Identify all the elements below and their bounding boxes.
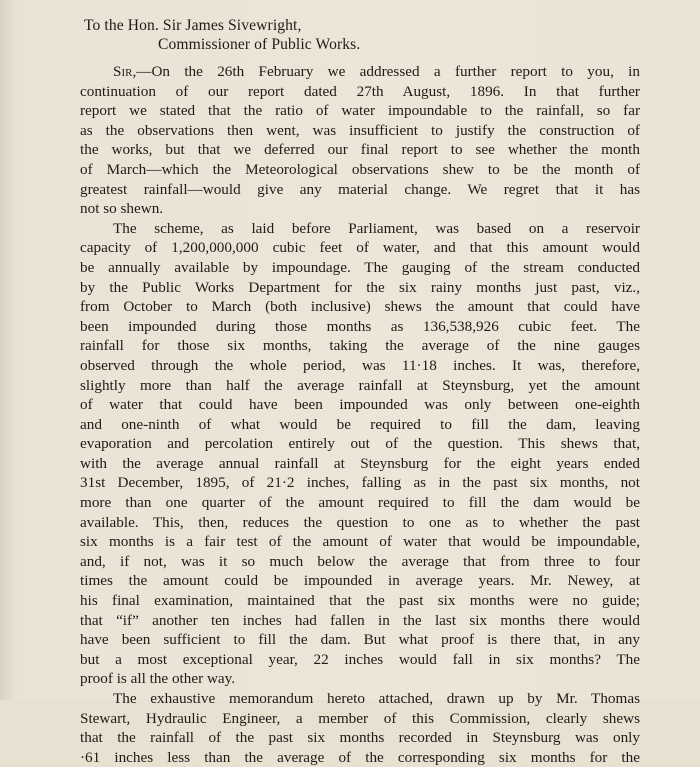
text-line: from October to March (both inclusive) shews the amount that could have xyxy=(80,298,640,316)
text-line: but a most exceptional year, 22 inches would fall in six months? The xyxy=(80,650,640,668)
text-line: that “if” another ten inches had fallen in the last six months there would xyxy=(80,611,640,629)
text-line: The exhaustive memorandum hereto attached, drawn up by Mr. Thomas xyxy=(113,690,640,707)
text-line: not so shewn. xyxy=(80,200,164,218)
text-line: 31st December, 1895, of 21·2 inches, falling as in the past six months, not xyxy=(80,474,640,492)
text-line: proof is all the other way. xyxy=(80,670,236,688)
paragraph xyxy=(80,62,640,219)
text-line: have been sufficient to fill the dam. But what proof is there that, in any xyxy=(80,631,640,649)
text-line: ·61 inches less than the average of the corresponding six months for the xyxy=(80,748,640,766)
text-line: continuation of our report dated 27th August, 1896. In that further xyxy=(80,82,640,100)
text-line: evaporation and percolation entirely out of the question. This shews that, xyxy=(80,435,640,453)
text-line: by the Public Works Department for the six rainy months just past, viz., xyxy=(80,278,640,296)
text-line: as the observations then went, was insufficient to justify the construction of xyxy=(80,121,640,139)
text-line: of March—which the Meteorological observations shew to be the month of xyxy=(80,160,640,178)
text-line: rainfall for those six months, taking the average of the nine gauges xyxy=(80,337,640,355)
text-line: slightly more than half the average rainfall at Steynsburg, yet the amount xyxy=(80,376,640,394)
text-line: the works, but that we deferred our final report to see whether the month xyxy=(80,141,640,159)
text-line: that the rainfall of the past six months recorded in Steynsburg was only xyxy=(80,729,640,747)
text-line: capacity of 1,200,000,000 cubic feet of water, and that this amount would xyxy=(80,239,640,257)
address-block xyxy=(84,16,360,54)
text-line: his final examination, maintained that the past six months were no guide; xyxy=(80,592,640,610)
paragraph xyxy=(80,219,640,689)
text-line: Sir,—On the 26th February we addressed a further report to you, in xyxy=(113,63,640,80)
addressee-title-line: Commissioner of Public Works. xyxy=(158,36,361,53)
text-line: been impounded during those months as 136,538,926 cubic feet. The xyxy=(80,317,640,335)
text-line: report we stated that the ratio of water impoundable to the rainfall, so far xyxy=(80,102,640,120)
letter-body xyxy=(80,62,640,767)
text-line: with the average annual rainfall at Steynsburg for the eight years ended xyxy=(80,454,640,472)
text-line: greatest rainfall—would give any material change. We regret that it has xyxy=(80,180,640,198)
addressee-line: To the Hon. Sir James Sivewright, xyxy=(84,17,302,34)
text-line: The scheme, as laid before Parliament, was based on a reservoir xyxy=(113,219,640,237)
text-line: and one-ninth of what would be required to fill the dam, leaving xyxy=(80,415,640,433)
text-line: six months is a fair test of the amount of water that would be impoundable, xyxy=(80,533,640,551)
text-line: times the amount could be impounded in average years. Mr. Newey, at xyxy=(80,572,640,590)
paragraph xyxy=(80,689,640,767)
text-line: and, if not, was it so much below the average that from three to four xyxy=(80,552,640,570)
text-line: be annually available by impoundage. The gauging of the stream conducted xyxy=(80,258,640,276)
text-line: of water that could have been impounded was only between one-eighth xyxy=(80,396,640,414)
text-line: Stewart, Hydraulic Engineer, a member of this Commission, clearly shews xyxy=(80,709,640,727)
text-line: observed through the whole period, was 11·18 inches. It was, therefore, xyxy=(80,356,640,374)
text-line: available. This, then, reduces the question to one as to whether the past xyxy=(80,513,640,531)
text-line: more than one quarter of the amount required to fill the dam would be xyxy=(80,494,640,512)
